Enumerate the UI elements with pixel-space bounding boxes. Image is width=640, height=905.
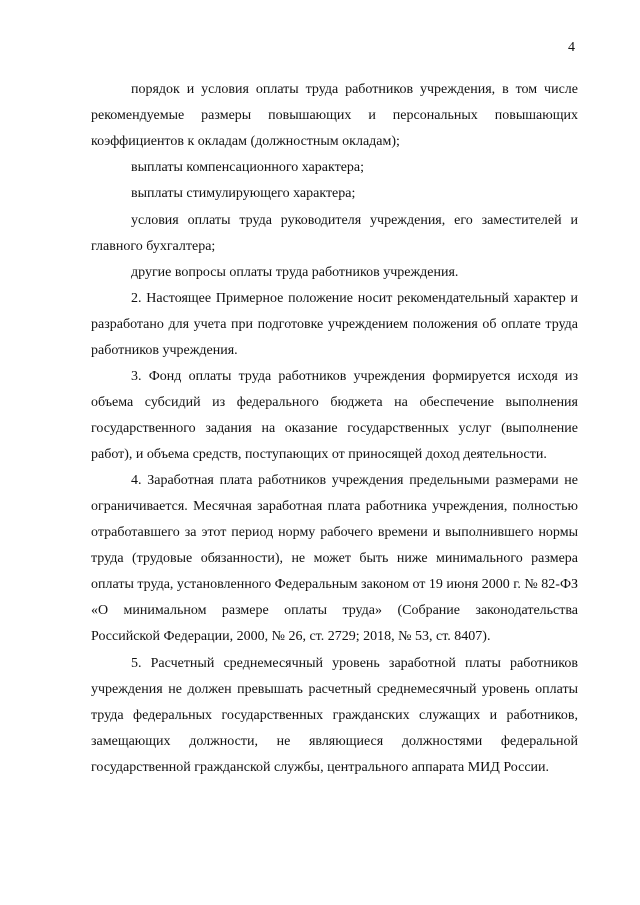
paragraph-item-5: 5. Расчетный среднемесячный уровень заработной платы работников учреждения не должен превышать расчетный среднемесячный уровень оплаты труда федеральных государственных гражданских служащих и работников, замещающих должности, не являющиеся должностями федеральной государственной гражданской службы, центрального аппарата МИД России.	[91, 655, 578, 775]
paragraph-other-questions: другие вопросы оплаты труда работников учреждения.	[131, 264, 459, 280]
paragraph-item-2: 2. Настоящее Примерное положение носит рекомендательный характер и разработано для учета при подготовке учреждением положения об оплате труда работников учреждения.	[91, 290, 578, 358]
document-body	[91, 77, 578, 781]
page-number: 4	[568, 40, 575, 55]
paragraph-compensation: выплаты компенсационного характера;	[131, 160, 365, 176]
paragraph-pay-order: порядок и условия оплаты труда работников учреждения, в том числе рекомендуемые размеры повышающих и персональных повышающих коэффициентов к окладам (должностным окладам);	[91, 82, 578, 149]
paragraph-item-3: 3. Фонд оплаты труда работников учреждения формируется исходя из объема субсидий из федерального бюджета на обеспечение выполнения государственного задания на оказание государственных услуг (выполнение работ), и объема средств, поступающих от приносящей доход деятельности.	[91, 369, 578, 463]
paragraph-item-4: 4. Заработная плата работников учреждения предельными размерами не ограничивается. Месячная заработная плата работника учреждения, полностью отработавшего за этот период норму рабочего времени и выполнившего нормы труда (трудовые обязанности), не может быть ниже минимального размера оплаты труда, установленного Федеральным законом от 19 июня 2000 г. № 82-ФЗ «О минимальном размере оплаты труда» (Собрание законодательства Российской Федерации, 2000, № 26, ст. 2729; 2018, № 53, ст. 8407).	[91, 473, 579, 645]
paragraph-head-pay: условия оплаты труда руководителя учреждения, его заместителей и главного бухгалтера;	[91, 212, 578, 254]
paragraph-incentive: выплаты стимулирующего характера;	[131, 186, 356, 202]
